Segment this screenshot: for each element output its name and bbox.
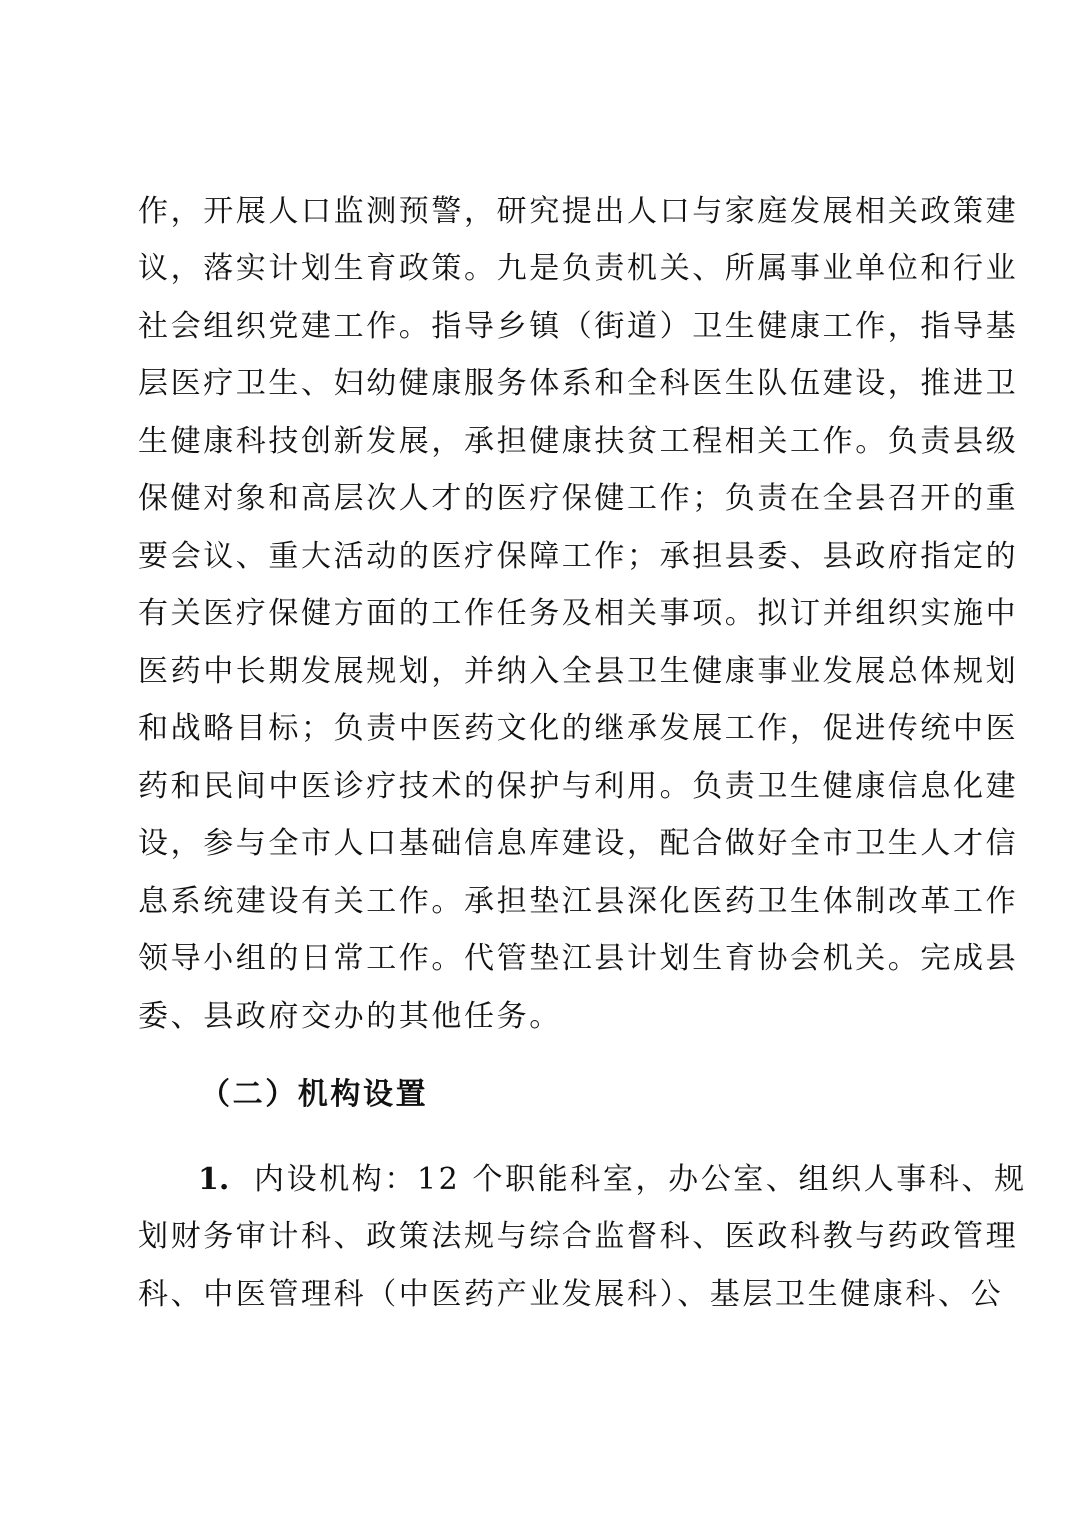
paragraph-line: 息系统建设有关工作。承担垫江县深化医药卫生体制改革工作 (138, 884, 1019, 919)
paragraph-line: 设，参与全市人口基础信息库建设，配合做好全市卫生人才信 (138, 826, 1019, 861)
paragraph-line: 要会议、重大活动的医疗保障工作；承担县委、县政府指定的 (138, 539, 1019, 574)
paragraph-line: 有关医疗保健方面的工作任务及相关事项。拟订并组织实施中 (138, 596, 1019, 631)
paragraph-line: 作，开展人口监测预警，研究提出人口与家庭发展相关政策建 (138, 194, 1019, 229)
list-item-text: 内设机构：12 个职能科室，办公室、组织人事科、规 (254, 1162, 1027, 1197)
paragraph-line: 生健康科技创新发展，承担健康扶贫工程相关工作。负责县级 (138, 424, 1019, 459)
paragraph-line: 议，落实计划生育政策。九是负责机关、所属事业单位和行业 (138, 251, 1019, 286)
list-item-first-line (138, 1162, 1027, 1197)
list-item-number: 1. (198, 1162, 230, 1197)
paragraph-line: 保健对象和高层次人才的医疗保健工作；负责在全县召开的重 (138, 481, 1019, 516)
paragraph-line: 层医疗卫生、妇幼健康服务体系和全科医生队伍建设，推进卫 (138, 366, 1019, 401)
paragraph-line: 委、县政府交办的其他任务。 (138, 999, 562, 1034)
list-item-line: 科、中医管理科（中医药产业发展科）、基层卫生健康科、公 (138, 1277, 1004, 1312)
paragraph-line: 社会组织党建工作。指导乡镇（街道）卫生健康工作，指导基 (138, 309, 1019, 344)
paragraph-line: 医药中长期发展规划，并纳入全县卫生健康事业发展总体规划 (138, 654, 1019, 689)
list-item-line: 划财务审计科、政策法规与综合监督科、医政科教与药政管理 (138, 1219, 1019, 1254)
paragraph-line: 和战略目标；负责中医药文化的继承发展工作，促进传统中医 (138, 711, 1019, 746)
paragraph-line: 领导小组的日常工作。代管垫江县计划生育协会机关。完成县 (138, 941, 1019, 976)
paragraph-line: 药和民间中医诊疗技术的保护与利用。负责卫生健康信息化建 (138, 769, 1019, 804)
section-heading: （二）机构设置 (200, 1077, 429, 1112)
